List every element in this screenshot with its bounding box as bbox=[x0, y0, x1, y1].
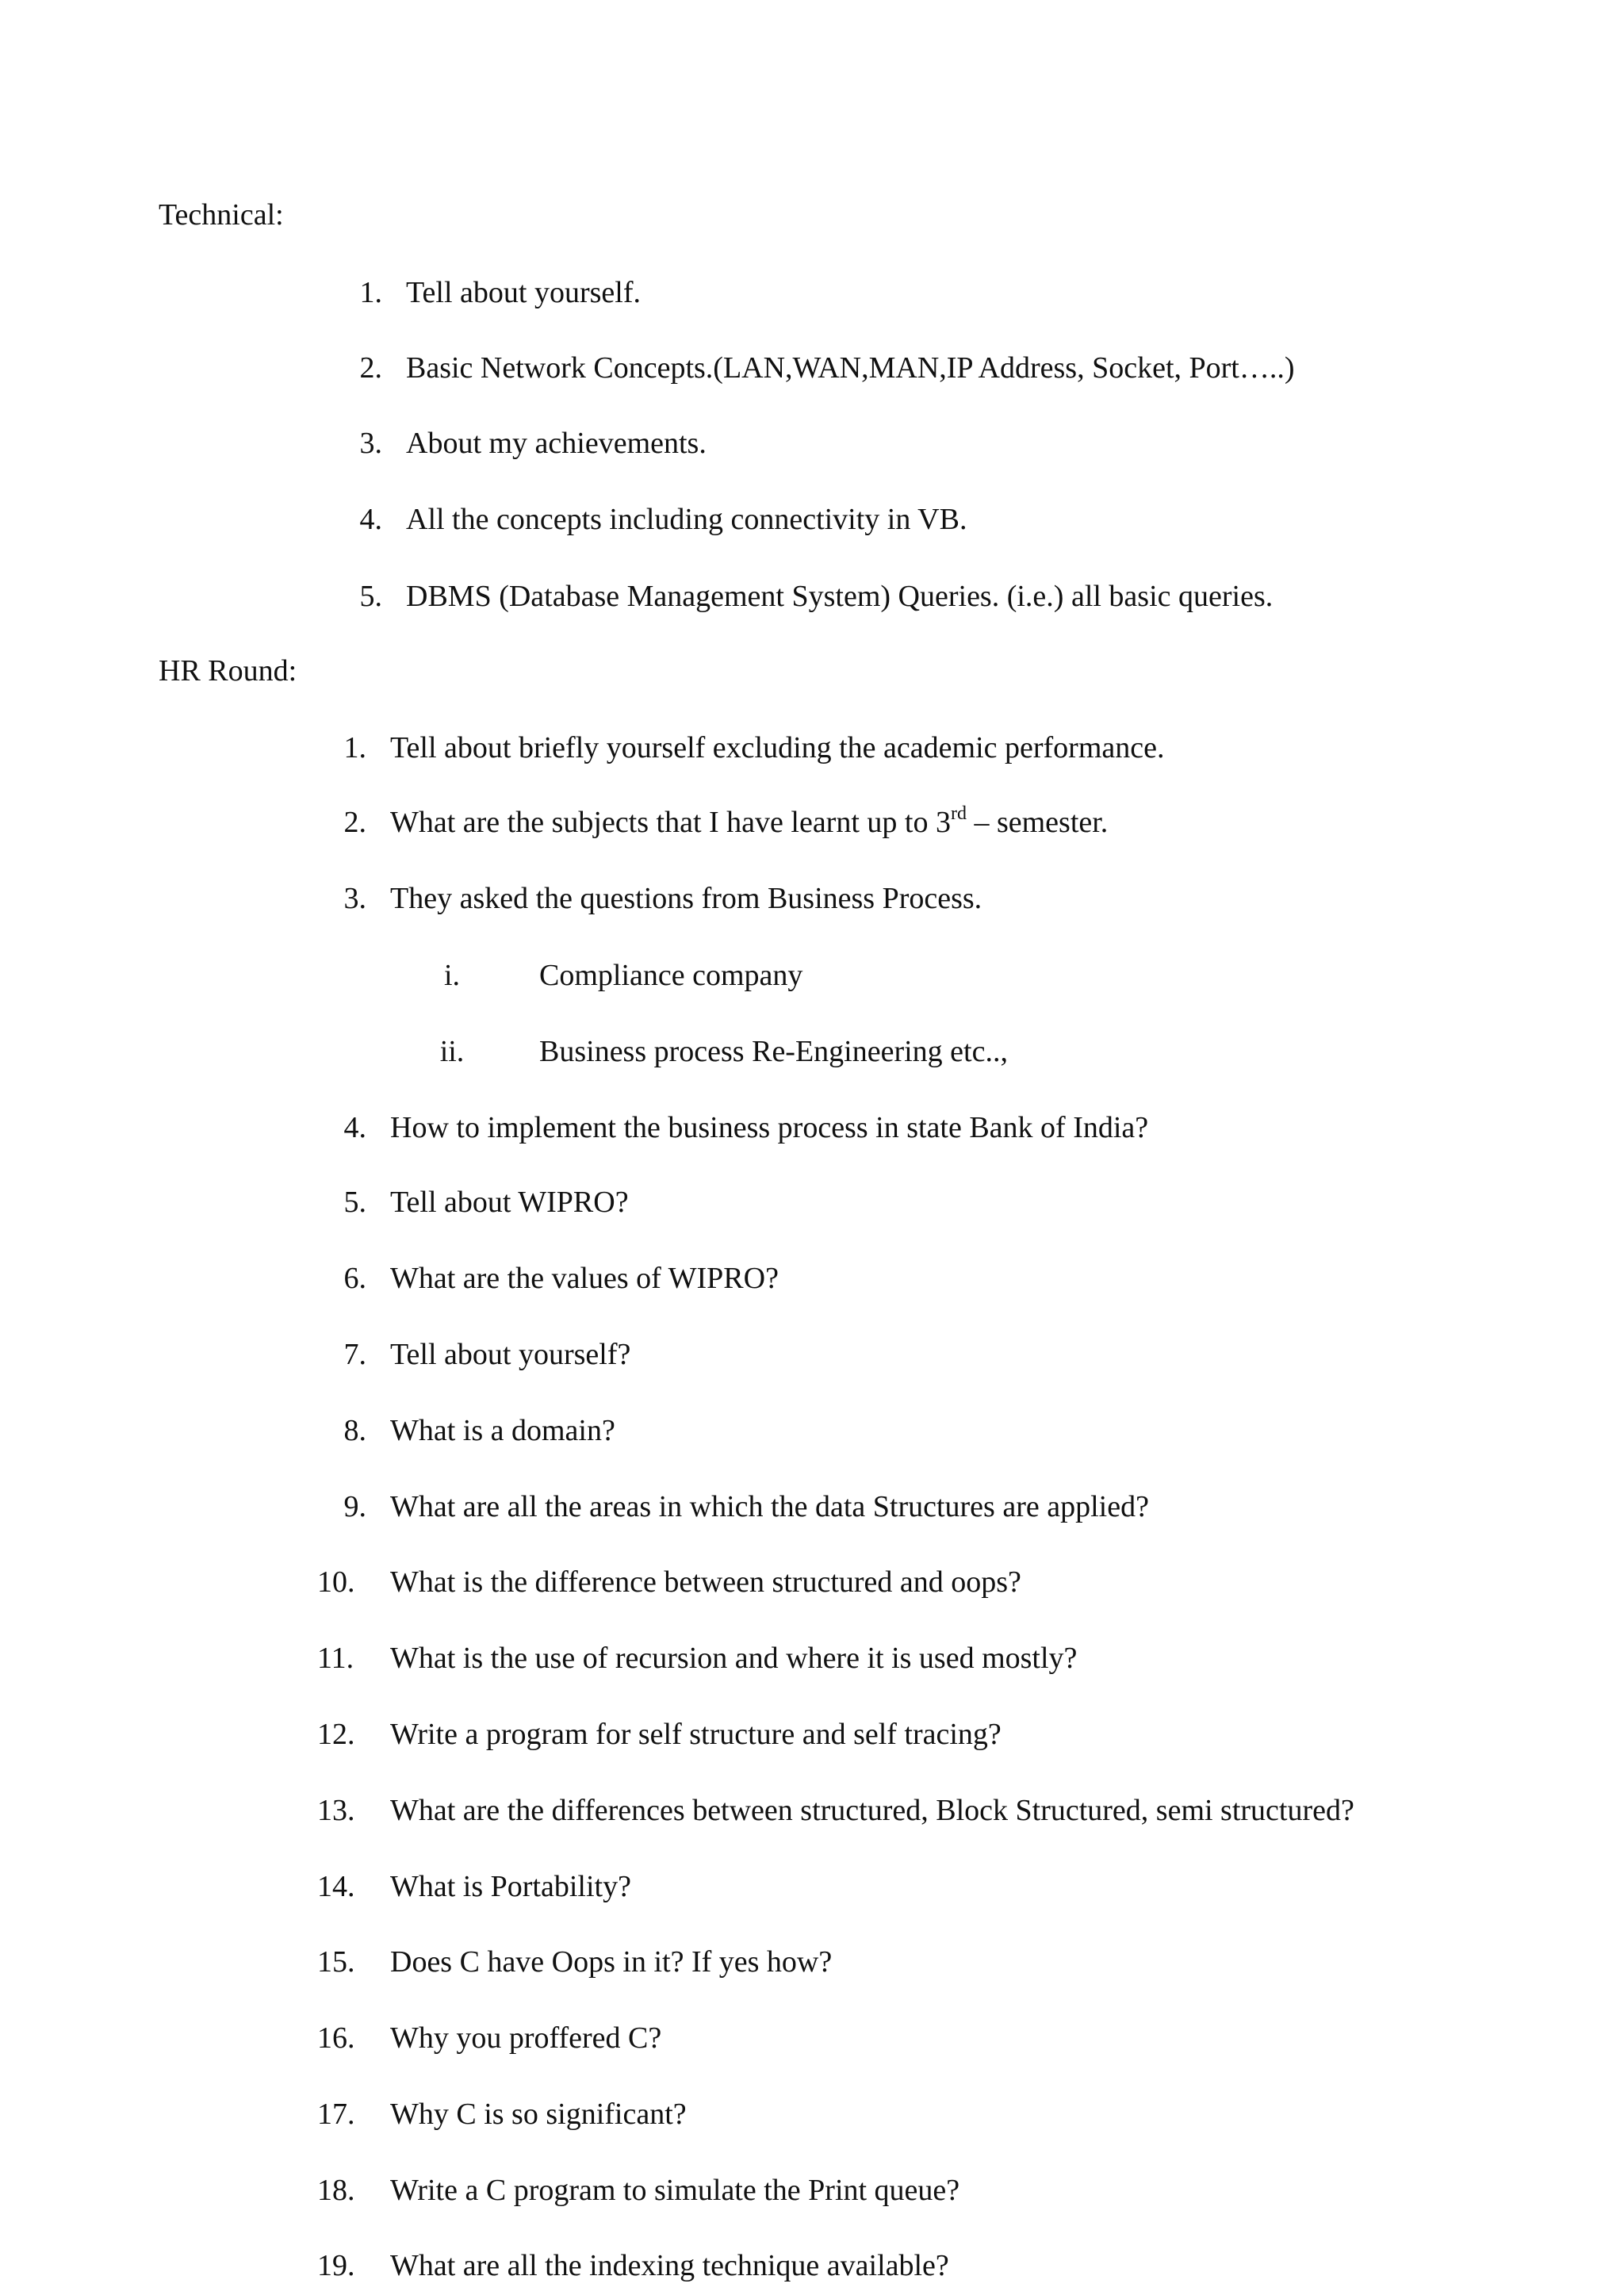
list-number: 14. bbox=[317, 1870, 355, 1903]
list-text: Compliance company bbox=[539, 959, 803, 992]
list-number: 5. bbox=[359, 580, 382, 613]
list-text: What are the differences between structured, Block Structured, semi structured? bbox=[390, 1794, 1354, 1827]
list-text: Basic Network Concepts.(LAN,WAN,MAN,IP Address, Socket, Port…..) bbox=[406, 351, 1295, 385]
list-number: 13. bbox=[317, 1794, 355, 1827]
list-number: 2. bbox=[359, 351, 382, 385]
list-text bbox=[390, 803, 1109, 839]
list-text: Does C have Oops in it? If yes how? bbox=[390, 1945, 833, 1979]
list-text: DBMS (Database Management System) Queries. (i.e.) all basic queries. bbox=[406, 580, 1274, 613]
list-number: 5. bbox=[343, 1186, 366, 1219]
roman-numeral: ii. bbox=[439, 1035, 465, 1068]
list-text: What are all the areas in which the data Structures are applied? bbox=[390, 1490, 1149, 1523]
list-text: Why C is so significant? bbox=[390, 2098, 687, 2131]
list-text: How to implement the business process in state Bank of India? bbox=[390, 1111, 1149, 1144]
list-text: Tell about yourself. bbox=[406, 276, 641, 309]
list-text: About my achievements. bbox=[406, 427, 707, 460]
list-number: 8. bbox=[343, 1414, 366, 1447]
list-number: 4. bbox=[343, 1111, 366, 1144]
list-number: 4. bbox=[359, 503, 382, 536]
list-number: 1. bbox=[343, 731, 366, 764]
list-text: What is a domain? bbox=[390, 1414, 615, 1447]
list-number: 3. bbox=[343, 882, 366, 915]
list-text: Tell about yourself? bbox=[390, 1338, 631, 1371]
list-number: 19. bbox=[317, 2249, 355, 2282]
list-number: 3. bbox=[359, 427, 382, 460]
list-number: 10. bbox=[317, 1565, 355, 1599]
list-number: 6. bbox=[343, 1262, 366, 1295]
hr-round-heading: HR Round: bbox=[159, 654, 297, 688]
list-number: 12. bbox=[317, 1718, 355, 1751]
list-text: Tell about briefly yourself excluding the academic performance. bbox=[390, 731, 1165, 764]
ordinal-superscript: rd bbox=[950, 803, 967, 824]
list-text: Tell about WIPRO? bbox=[390, 1186, 629, 1219]
list-text: All the concepts including connectivity in VB. bbox=[406, 503, 967, 536]
list-text: Write a C program to simulate the Print queue? bbox=[390, 2174, 960, 2207]
list-number: 15. bbox=[317, 1945, 355, 1979]
list-text: What is the use of recursion and where it is used mostly? bbox=[390, 1642, 1078, 1675]
list-number: 18. bbox=[317, 2174, 355, 2207]
list-text-tail: – semester. bbox=[966, 806, 1109, 839]
list-number: 2. bbox=[343, 806, 366, 839]
list-number: 17. bbox=[317, 2098, 355, 2131]
list-text: What are all the indexing technique available? bbox=[390, 2249, 949, 2282]
list-text-main: What are the subjects that I have learnt up to 3 bbox=[390, 806, 951, 839]
list-text: What is the difference between structured and oops? bbox=[390, 1565, 1021, 1599]
list-text: They asked the questions from Business Process. bbox=[390, 882, 982, 915]
list-number: 16. bbox=[317, 2021, 355, 2055]
technical-heading: Technical: bbox=[159, 198, 284, 232]
roman-numeral: i. bbox=[443, 959, 461, 992]
list-number: 1. bbox=[359, 276, 382, 309]
list-text: Write a program for self structure and self tracing? bbox=[390, 1718, 1002, 1751]
list-text: What are the values of WIPRO? bbox=[390, 1262, 779, 1295]
list-number: 9. bbox=[343, 1490, 366, 1523]
list-text: Business process Re-Engineering etc.., bbox=[539, 1035, 1008, 1068]
list-text: What is Portability? bbox=[390, 1870, 631, 1903]
list-text: Why you proffered C? bbox=[390, 2021, 662, 2055]
list-number: 7. bbox=[343, 1338, 366, 1371]
list-number: 11. bbox=[317, 1642, 354, 1675]
